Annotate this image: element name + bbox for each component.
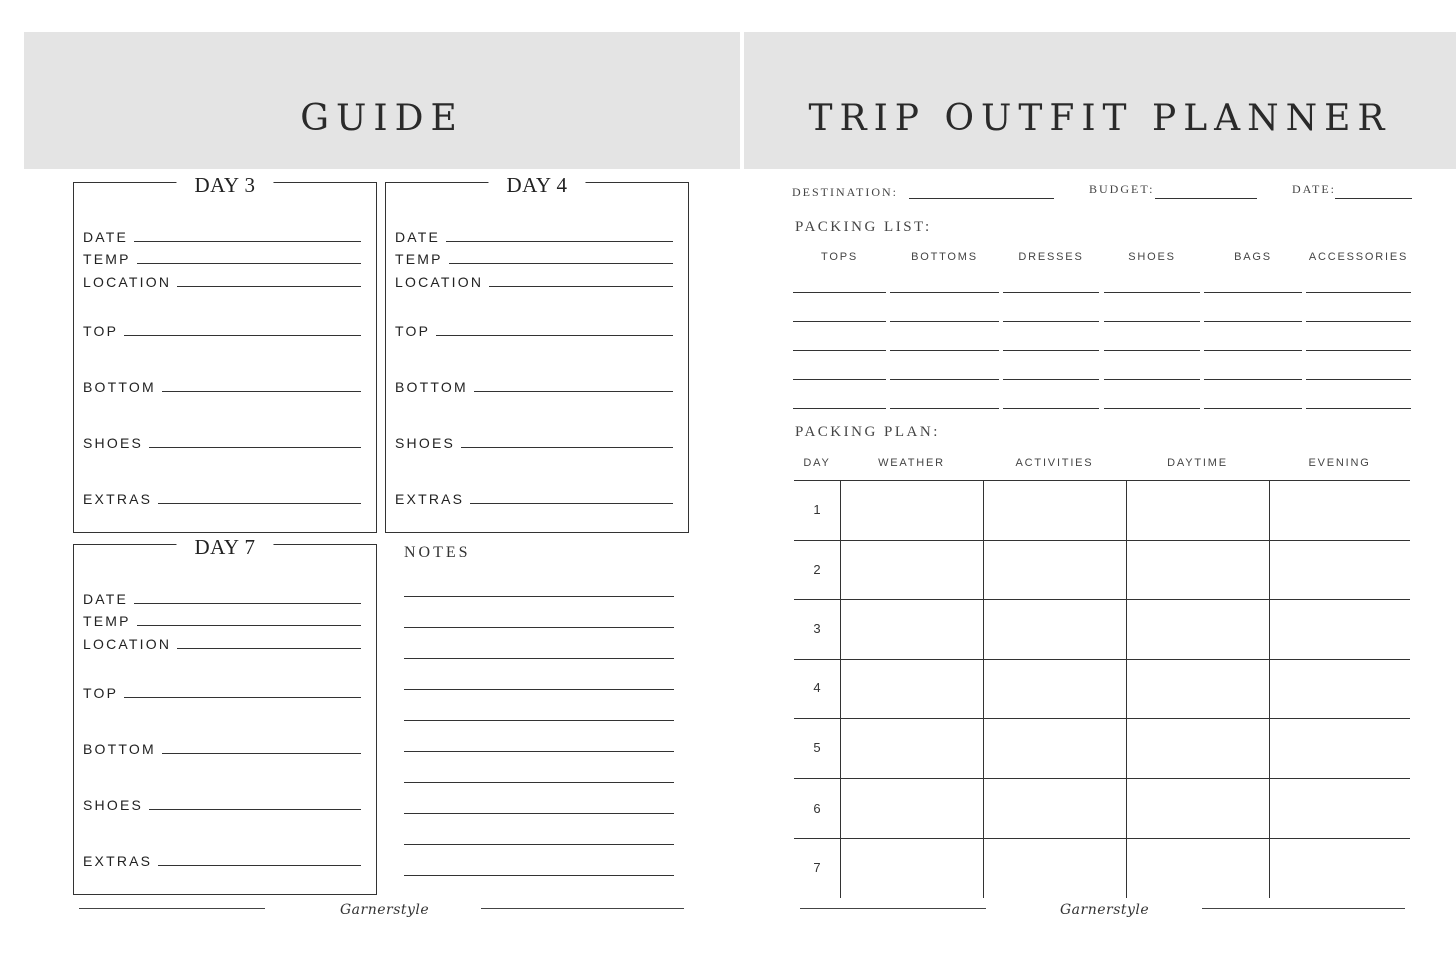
packing-list-entry-line[interactable] [793,292,886,293]
date-line[interactable] [134,241,361,242]
packing-list-entry-line[interactable] [1306,321,1411,322]
temp-label: TEMP [83,613,131,629]
packing-plan-column-divider [840,480,841,898]
packing-list-entry-line[interactable] [793,408,886,409]
bottom-label: BOTTOM [83,741,156,757]
packing-plan-row-divider [794,838,1410,839]
packing-list-entry-line[interactable] [1204,321,1302,322]
packing-list-entry-line[interactable] [1104,321,1200,322]
location-line[interactable] [177,286,361,287]
notes-title: NOTES [404,544,471,561]
top-line[interactable] [436,335,673,336]
packing-plan-row-divider [794,778,1410,779]
packing-plan-column-divider [1126,480,1127,898]
packing-list-column-header: ACCESSORIES [1308,251,1409,263]
date-field[interactable] [395,224,673,244]
date-label: DATE [395,229,441,245]
shoes-label: SHOES [83,435,144,451]
top-label: TOP [395,323,431,339]
date-field[interactable] [83,586,361,606]
location-label: LOCATION [83,636,172,652]
packing-list-entry-line[interactable] [1306,292,1411,293]
date-line[interactable] [134,603,361,604]
packing-plan-row-divider [794,480,1410,481]
packing-list-entry-line[interactable] [890,408,999,409]
packing-list-entry-line[interactable] [1104,379,1200,380]
packing-list-entry-line[interactable] [1003,321,1099,322]
packing-plan-column-header: WEATHER [878,457,945,469]
guide-header-band [24,32,740,169]
packing-list-entry-line[interactable] [1204,408,1302,409]
packing-list-entry-line[interactable] [1104,408,1200,409]
day-3-title: DAY 3 [176,173,273,198]
signature: Garnerstyle [340,902,430,918]
extras-label: EXTRAS [395,491,465,507]
packing-list-entry-line[interactable] [890,350,999,351]
day-3-box [73,173,377,533]
packing-plan-day-number: 3 [813,621,821,636]
footer-line-right [481,908,684,909]
footer-line-left [79,908,265,909]
planner-title: TRIP OUTFIT PLANNER [808,98,1392,139]
footer-line-left [800,908,986,909]
bottom-field[interactable] [83,374,361,394]
location-label: LOCATION [83,274,172,290]
extras-line[interactable] [470,503,673,504]
bottom-label: BOTTOM [83,379,156,395]
notes-line[interactable] [404,596,674,597]
packing-list-entry-line[interactable] [1306,379,1411,380]
notes-line[interactable] [404,720,674,721]
guide-title: GUIDE [300,98,464,139]
packing-plan-row-divider [794,659,1410,660]
packing-list-entry-line[interactable] [1104,350,1200,351]
notes-line[interactable] [404,689,674,690]
packing-plan-column-header: DAYTIME [1167,457,1228,469]
date-line[interactable] [1335,198,1412,199]
temp-line[interactable] [137,625,361,626]
packing-list-entry-line[interactable] [1003,350,1099,351]
notes-line[interactable] [404,751,674,752]
packing-plan-column-header: ACTIVITIES [1015,457,1094,469]
day-7-box [73,535,377,895]
day-4-title: DAY 4 [488,173,585,198]
budget-label: BUDGET: [1089,182,1155,196]
day-4-box [385,173,689,533]
bottom-line[interactable] [162,753,361,754]
bottom-label: BOTTOM [395,379,468,395]
date-label: DATE [83,229,129,245]
packing-list-entry-line[interactable] [1306,350,1411,351]
top-field[interactable] [83,318,361,338]
temp-label: TEMP [395,251,443,267]
packing-plan-day-number: 4 [813,680,821,695]
date-label: DATE [83,591,129,607]
packing-plan-column-header: EVENING [1308,457,1371,469]
packing-list-entry-line[interactable] [1003,292,1099,293]
temp-field[interactable] [83,608,361,628]
packing-plan-row-divider [794,540,1410,541]
packing-list-column-header: TOPS [821,251,858,263]
planner-header-band [744,32,1456,169]
top-line[interactable] [124,335,361,336]
packing-plan-column-divider [1269,480,1270,898]
packing-plan-column-divider [983,480,984,898]
date-label: DATE: [1292,182,1336,196]
destination-label: DESTINATION: [792,185,898,199]
shoes-line[interactable] [149,447,361,448]
destination-line[interactable] [909,198,1054,199]
extras-line[interactable] [158,865,361,866]
packing-list-entry-line[interactable] [1003,408,1099,409]
top-field[interactable] [395,318,673,338]
shoes-field[interactable] [83,792,361,812]
extras-label: EXTRAS [83,853,153,869]
packing-list-entry-line[interactable] [890,379,999,380]
top-label: TOP [83,685,119,701]
packing-plan-day-number: 6 [813,801,821,816]
location-line[interactable] [177,648,361,649]
trip-outfit-planner-page [744,32,1456,952]
packing-list-entry-line[interactable] [1204,292,1302,293]
temp-field[interactable] [83,246,361,266]
extras-label: EXTRAS [83,491,153,507]
packing-list-column-header: DRESSES [1018,251,1084,263]
packing-plan-column-header: DAY [803,457,831,469]
packing-plan-label: PACKING PLAN: [795,424,940,440]
packing-list-entry-line[interactable] [1003,379,1099,380]
notes-line[interactable] [404,658,674,659]
notes-line[interactable] [404,813,674,814]
packing-list-column-header: BAGS [1234,251,1272,263]
temp-label: TEMP [83,251,131,267]
date-line[interactable] [446,241,673,242]
day-7-title: DAY 7 [176,535,273,560]
extras-field[interactable] [83,486,361,506]
shoes-line[interactable] [149,809,361,810]
packing-list-entry-line[interactable] [1204,350,1302,351]
notes-line[interactable] [404,875,674,876]
guide-page [24,32,740,952]
location-field[interactable] [83,269,361,289]
notes-line[interactable] [404,627,674,628]
packing-list-entry-line[interactable] [1104,292,1200,293]
location-line[interactable] [489,286,673,287]
packing-list-entry-line[interactable] [1204,379,1302,380]
extras-line[interactable] [158,503,361,504]
temp-line[interactable] [449,263,673,264]
bottom-field[interactable] [83,736,361,756]
notes-line[interactable] [404,844,674,845]
shoes-field[interactable] [83,430,361,450]
bottom-line[interactable] [474,391,673,392]
top-field[interactable] [83,680,361,700]
extras-field[interactable] [83,848,361,868]
temp-field[interactable] [395,246,673,266]
shoes-field[interactable] [395,430,673,450]
notes-line[interactable] [404,782,674,783]
packing-list-entry-line[interactable] [793,379,886,380]
packing-plan-day-number: 5 [813,740,821,755]
bottom-field[interactable] [395,374,673,394]
packing-plan-row-divider [794,599,1410,600]
top-line[interactable] [124,697,361,698]
location-label: LOCATION [395,274,484,290]
date-field[interactable] [83,224,361,244]
location-field[interactable] [395,269,673,289]
packing-plan-day-number: 2 [813,562,821,577]
packing-plan-day-number: 7 [813,860,821,875]
shoes-line[interactable] [461,447,673,448]
extras-field[interactable] [395,486,673,506]
packing-list-entry-line[interactable] [1306,408,1411,409]
location-field[interactable] [83,631,361,651]
packing-list-entry-line[interactable] [793,321,886,322]
packing-list-entry-line[interactable] [890,321,999,322]
packing-list-entry-line[interactable] [890,292,999,293]
temp-line[interactable] [137,263,361,264]
packing-list-column-header: SHOES [1128,251,1176,263]
packing-plan-row-divider [794,718,1410,719]
packing-list-column-header: BOTTOMS [911,251,978,263]
budget-line[interactable] [1155,198,1257,199]
packing-list-entry-line[interactable] [793,350,886,351]
signature: Garnerstyle [1060,902,1150,918]
shoes-label: SHOES [83,797,144,813]
packing-plan-day-number: 1 [813,502,821,517]
packing-list-label: PACKING LIST: [795,219,932,235]
bottom-line[interactable] [162,391,361,392]
shoes-label: SHOES [395,435,456,451]
footer-line-right [1202,908,1405,909]
top-label: TOP [83,323,119,339]
